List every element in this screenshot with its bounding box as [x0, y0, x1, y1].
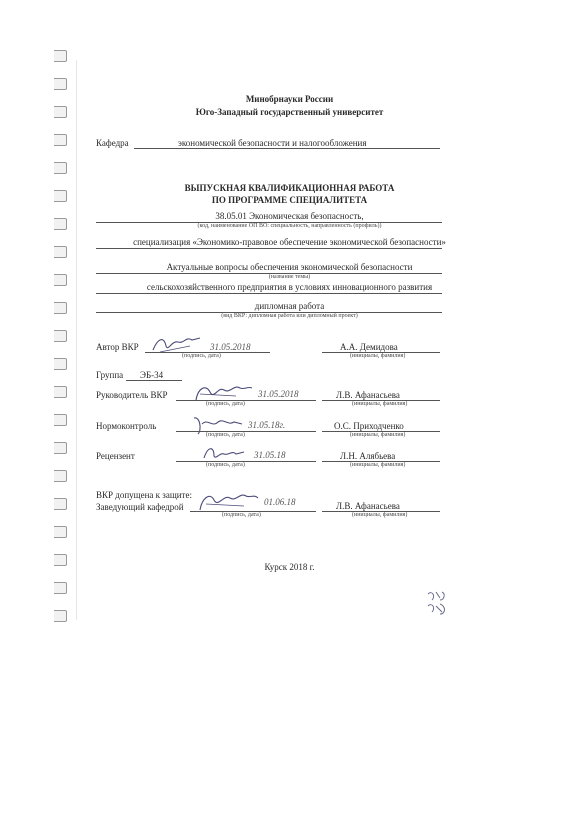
supervisor-name: Л.В. Афанасьева — [336, 390, 400, 400]
specialty-value: 38.05.01 Экономическая безопасность, — [215, 211, 364, 221]
group-label: Группа — [96, 370, 124, 380]
supervisor-sign-underline — [176, 400, 316, 401]
binding-ring — [54, 498, 67, 510]
work-title-line2: ПО ПРОГРАММЕ СПЕЦИАЛИТЕТА — [211, 195, 368, 205]
reviewer-name: Л.Н. Алябьева — [340, 451, 396, 461]
binding-ring — [54, 386, 67, 398]
author-name: А.А. Демидова — [340, 342, 398, 352]
admission-sign-caption: (подпись, дата) — [222, 512, 261, 518]
work-type-caption: (вид ВКР: дипломная работа или дипломный проект) — [221, 313, 358, 319]
binding-ring — [54, 50, 67, 62]
admission-line2: Заведующий кафедрой — [96, 502, 184, 512]
binding-ring — [54, 134, 67, 146]
author-sign-date: 31.05.2018 — [210, 342, 251, 352]
supervisor-name-caption: (инициалы, фамилия) — [352, 401, 408, 407]
binding-ring — [54, 526, 67, 538]
group-underline — [126, 380, 182, 381]
topic-caption: (название темы) — [268, 274, 311, 280]
topic-underline-2 — [96, 293, 442, 294]
binding-ring — [54, 470, 67, 482]
normcontrol-name-caption: (инициалы, фамилия) — [350, 432, 406, 438]
author-name-caption: (инициалы, фамилия) — [350, 353, 406, 359]
binding-ring — [54, 582, 67, 594]
supervisor-sign-caption: (подпись, дата) — [206, 401, 245, 407]
reviewer-sign-date: 31.05.18 — [254, 450, 286, 460]
admission-name-caption: (инициалы, фамилия) — [352, 512, 408, 518]
binding-ring — [54, 78, 67, 90]
ministry-name: Минобрнауки России — [245, 94, 334, 104]
reviewer-sign-underline — [176, 461, 316, 462]
handwritten-mark — [424, 588, 450, 618]
admission-name: Л.В. Афанасьева — [336, 501, 400, 511]
admission-line1: ВКР допущена к защите: — [96, 490, 192, 500]
author-label: Автор ВКР — [96, 342, 139, 352]
normcontrol-sign-underline — [176, 431, 316, 432]
binding-ring — [54, 414, 67, 426]
specialty-caption: (код, наименование ОП ВО: специальность, направленность (профиль)) — [197, 223, 382, 229]
author-sign-caption: (подпись, дата) — [182, 353, 221, 359]
binding-ring — [54, 358, 67, 370]
department-value: экономической безопасности и налогообложения — [178, 138, 367, 148]
binding-ring — [54, 442, 67, 454]
specialization-underline — [96, 248, 442, 249]
binding-ring — [54, 162, 67, 174]
supervisor-sign-date: 31.05.2018 — [258, 389, 299, 399]
department-underline — [134, 148, 440, 149]
reviewer-name-caption: (инициалы, фамилия) — [350, 462, 406, 468]
normcontrol-sign-date: 31.05.18г. — [248, 420, 286, 430]
supervisor-label: Руководитель ВКР — [96, 390, 168, 400]
topic-line1: Актуальные вопросы обеспечения экономической безопасности — [166, 262, 413, 272]
department-label: Кафедра — [96, 138, 129, 148]
binding-ring — [54, 610, 67, 622]
reviewer-sign-caption: (подпись, дата) — [206, 462, 245, 468]
topic-line2: сельскохозяйственного предприятия в условиях инновационного развития — [146, 282, 433, 292]
work-title-line1: ВЫПУСКНАЯ КВАЛИФИКАЦИОННАЯ РАБОТА — [184, 183, 395, 193]
binding-ring — [54, 330, 67, 342]
page-edge — [76, 60, 77, 620]
normcontrol-sign-caption: (подпись, дата) — [206, 432, 245, 438]
admission-sign-date: 01.06.18 — [264, 497, 296, 507]
group-value: ЭБ-34 — [140, 370, 164, 380]
normcontrol-name: О.С. Приходченко — [334, 421, 404, 431]
normcontrol-label: Нормоконтроль — [96, 421, 157, 431]
city-year: Курск 2018 г. — [264, 562, 315, 572]
binding-ring — [54, 246, 67, 258]
spiral-binding — [46, 40, 76, 630]
university-name: Юго-Западный государственный университет — [195, 107, 384, 117]
specialization: специализация «Экономико-правовое обеспечение экономической безопасности» — [133, 237, 446, 247]
reviewer-label: Рецензент — [96, 451, 135, 461]
work-type-value: дипломная работа — [254, 301, 325, 311]
